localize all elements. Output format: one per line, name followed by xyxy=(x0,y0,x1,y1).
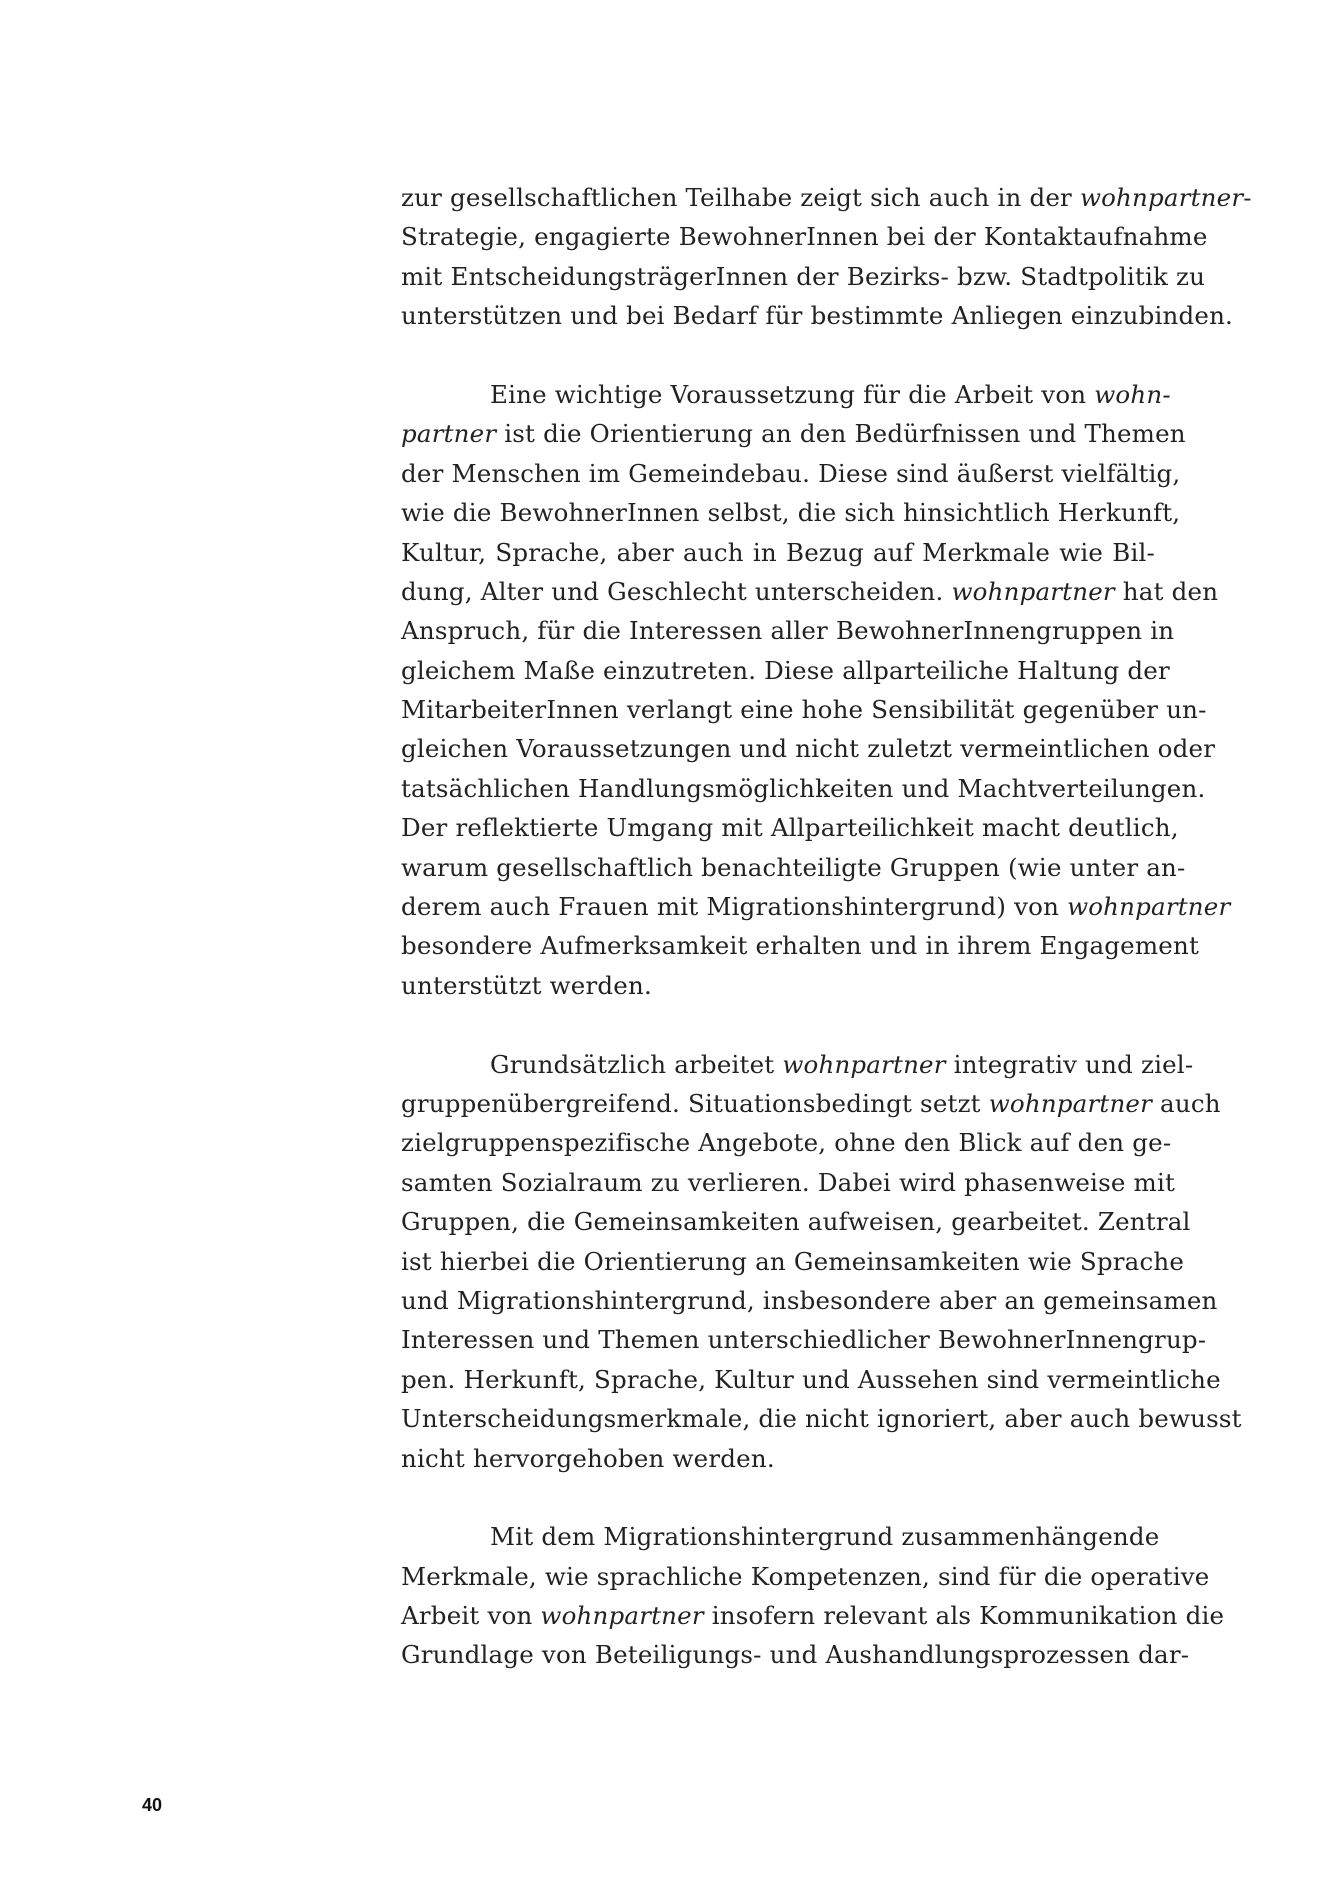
text-segment: gleichem Maße einzutreten. Diese allparteiliche Haltung der xyxy=(401,655,1170,685)
text-segment: ist hierbei die Orientierung an Gemeinsamkeiten wie Sprache xyxy=(401,1246,1185,1276)
text-segment: unterstützen und bei Bedarf für bestimmte Anliegen einzubinden. xyxy=(401,301,1234,331)
page-number: 40 xyxy=(142,1795,163,1815)
text-line xyxy=(401,296,1234,335)
text-segment: Interessen und Themen unterschiedlicher BewohnerInnengrup- xyxy=(401,1325,1207,1355)
text-line xyxy=(401,926,1200,965)
text-line xyxy=(401,1084,1221,1123)
text-segment: Unterscheidungsmerkmale, die nicht ignoriert, aber auch bewusst xyxy=(401,1404,1242,1434)
text-segment: ist die Orientierung an den Bedürfnissen und Themen xyxy=(496,419,1186,449)
text-segment: unterstützt werden. xyxy=(401,970,652,1000)
text-segment: dung, Alter und Geschlecht unterscheiden. xyxy=(401,576,952,606)
italic-term: wohnpartner xyxy=(951,576,1115,606)
text-segment: warum gesellschaftlich benachteiligte Gruppen (wie unter an- xyxy=(401,852,1186,882)
text-line xyxy=(401,887,1231,926)
text-line xyxy=(401,257,1206,296)
paragraph xyxy=(401,1045,1242,1478)
text-segment: derem auch Frauen mit Migrationshintergrund) von xyxy=(401,892,1068,922)
paragraph xyxy=(401,1517,1225,1675)
text-line xyxy=(401,1360,1221,1399)
text-line xyxy=(401,966,1155,1005)
body-text xyxy=(401,178,1252,1675)
text-line xyxy=(401,1281,1218,1320)
text-segment: Grundlage von Beteiligungs- und Aushandlungsprozessen dar- xyxy=(401,1640,1190,1670)
text-segment: Anspruch, für die Interessen aller BewohnerInnengruppen in xyxy=(401,616,1175,646)
text-segment: besondere Aufmerksamkeit erhalten und in ihrem Engagement xyxy=(401,931,1200,961)
text-segment: wie die BewohnerInnen selbst, die sich hinsichtlich Herkunft, xyxy=(401,498,1181,528)
text-segment: hat den xyxy=(1114,576,1219,606)
text-line xyxy=(401,690,1207,729)
text-segment: und Migrationshintergrund, insbesondere aber an gemeinsamen xyxy=(401,1285,1218,1315)
paragraph xyxy=(401,375,1231,1005)
text-segment: Grundsätzlich arbeitet xyxy=(490,1049,783,1079)
text-segment: Der reflektierte Umgang mit Allparteilichkeit macht deutlich, xyxy=(401,813,1179,843)
text-segment: der Menschen im Gemeindebau. Diese sind äußerst vielfältig, xyxy=(401,458,1181,488)
text-line xyxy=(401,1202,1191,1241)
text-line xyxy=(401,572,1219,611)
text-segment: Eine wichtige Voraussetzung für die Arbeit von xyxy=(490,379,1095,409)
text-line xyxy=(401,1242,1185,1281)
text-segment: gruppenübergreifend. Situationsbedingt setzt xyxy=(401,1088,989,1118)
text-segment: - xyxy=(1243,183,1252,212)
text-line xyxy=(401,1123,1172,1162)
italic-term: wohn- xyxy=(1094,379,1171,409)
text-segment: Kultur, Sprache, aber auch in Bezug auf Merkmale wie Bil- xyxy=(401,537,1155,567)
italic-term: partner xyxy=(401,419,497,449)
text-line xyxy=(401,375,1171,414)
text-line xyxy=(401,178,1252,217)
text-segment: Merkmale, wie sprachliche Kompetenzen, sind für die operative xyxy=(401,1561,1210,1591)
text-line xyxy=(401,1439,1155,1478)
text-segment: auch xyxy=(1152,1088,1221,1118)
text-line xyxy=(401,729,1216,768)
text-line xyxy=(401,651,1170,690)
text-line xyxy=(401,1635,1190,1674)
text-line xyxy=(401,533,1155,572)
italic-term: wohnpartner xyxy=(1067,892,1231,922)
text-segment: tatsächlichen Handlungsmöglichkeiten und Machtverteilungen. xyxy=(401,773,1206,803)
text-line xyxy=(401,217,1208,256)
text-line xyxy=(401,1045,1194,1084)
text-segment: integrativ und ziel- xyxy=(945,1049,1194,1079)
text-segment: Strategie, engagierte BewohnerInnen bei der Kontaktaufnahme xyxy=(401,222,1208,252)
text-line xyxy=(401,611,1175,650)
text-line xyxy=(401,493,1181,532)
text-segment: Mit dem Migrationshintergrund zusammenhängende xyxy=(490,1522,1160,1552)
text-line xyxy=(401,1320,1207,1359)
paragraph xyxy=(401,178,1252,336)
text-segment: nicht hervorgehoben werden. xyxy=(401,1443,775,1473)
text-segment: mit EntscheidungsträgerInnen der Bezirks- bzw. Stadtpolitik zu xyxy=(401,261,1206,291)
italic-term: wohnpartner xyxy=(988,1088,1153,1118)
text-segment: MitarbeiterInnen verlangt eine hohe Sensibilität gegenüber un- xyxy=(401,695,1207,725)
italic-term: wohnpartner xyxy=(782,1049,946,1079)
text-line xyxy=(401,848,1186,887)
text-line xyxy=(401,414,1186,453)
italic-term: wohnpartner xyxy=(1079,183,1244,212)
text-segment: zielgruppenspezifische Angebote, ohne den Blick auf den ge- xyxy=(401,1128,1172,1158)
text-line xyxy=(401,769,1206,808)
paragraph-gap xyxy=(401,1478,1155,1517)
text-line xyxy=(401,454,1181,493)
text-line xyxy=(401,1596,1225,1635)
italic-term: wohnpartner xyxy=(540,1601,704,1631)
paragraph-gap xyxy=(401,1005,1155,1044)
text-line xyxy=(401,1163,1176,1202)
paragraph-gap xyxy=(401,336,1155,375)
text-line xyxy=(401,1557,1210,1596)
text-segment: Arbeit von xyxy=(401,1601,541,1631)
text-segment: gleichen Voraussetzungen und nicht zuletzt vermeintlichen oder xyxy=(401,734,1216,764)
text-segment: samten Sozialraum zu verlieren. Dabei wird phasenweise mit xyxy=(401,1167,1176,1197)
text-segment: zur gesellschaftlichen Teilhabe zeigt sich auch in der xyxy=(401,183,1080,212)
text-segment: pen. Herkunft, Sprache, Kultur und Aussehen sind vermeintliche xyxy=(401,1364,1221,1394)
text-line xyxy=(401,1517,1160,1556)
text-line xyxy=(401,1399,1242,1438)
text-segment: Gruppen, die Gemeinsamkeiten aufweisen, gearbeitet. Zentral xyxy=(401,1207,1191,1237)
text-segment: insofern relevant als Kommunikation die xyxy=(703,1601,1225,1631)
text-line xyxy=(401,808,1179,847)
